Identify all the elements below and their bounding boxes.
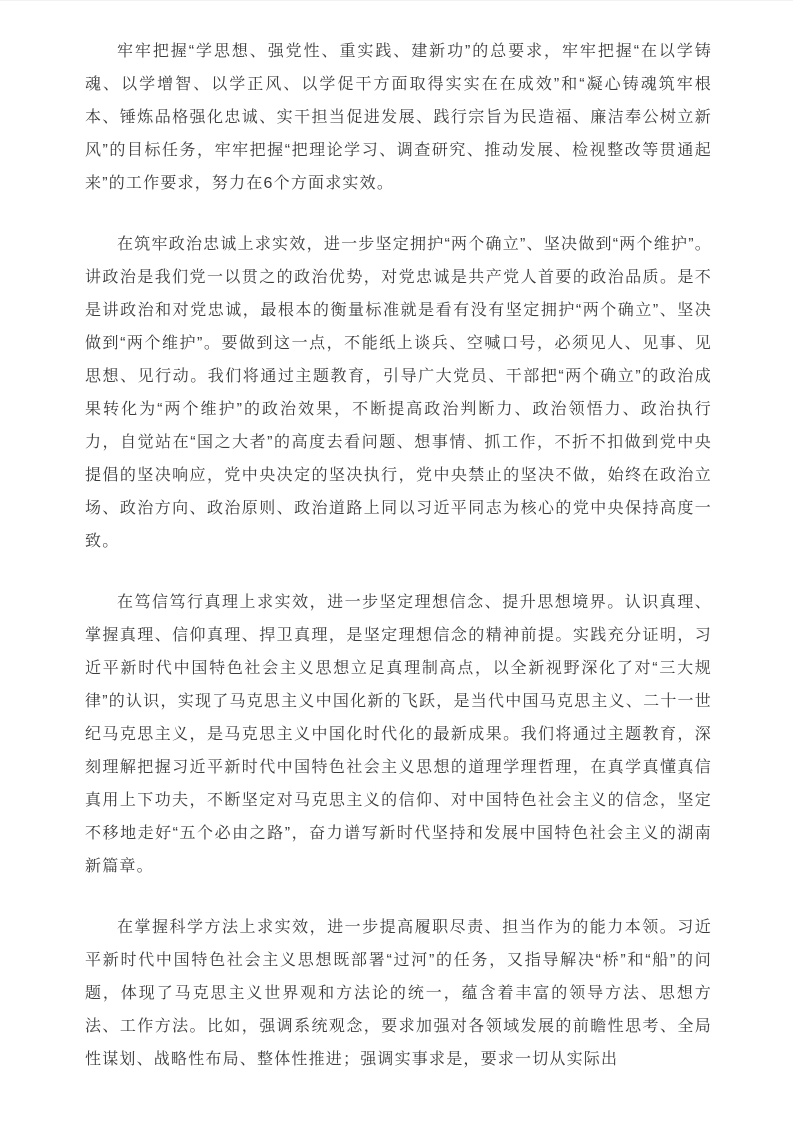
paragraph-overall-requirements: 牢牢把握“学思想、强党性、重实践、建新功”的总要求，牢牢把握“在以学铸魂、以学增智、以学正风、以学促干方面取得实实在在成效”和“凝心铸魂筑牢根本、锤炼品格强化忠诚、实干担当促进发展、践行宗旨为民造福、廉洁奉公树立新风”的目标任务，牢牢把握“把理论学习、调查研究、推动发展、检视整改等贯通起来”的工作要求，努力在6个方面求实效。: [85, 43, 712, 192]
paragraph-scientific-method: 在掌握科学方法上求实效，进一步提高履职尽责、担当作为的能力本领。习近平新时代中国特色社会主义思想既部署“过河”的任务，又指导解决“桥”和“船”的问题，体现了马克思主义世界观和方法论的统一，蕴含着丰富的领导方法、思想方法、工作方法。比如，强调系统观念，要求加强对各领域发展的前瞻性思考、全局性谋划、战略性布局、整体性推进；强调实事求是，要求一切从实际出: [85, 919, 712, 1068]
paragraph-believing-truth: 在笃信笃行真理上求实效，进一步坚定理想信念、提升思想境界。认识真理、掌握真理、信仰真理、捍卫真理，是坚定理想信念的精神前提。实践充分证明，习近平新时代中国特色社会主义思想立足真理制高点，以全新视野深化了对“三大规律”的认识，实现了马克思主义中国化新的飞跃，是当代中国马克思主义、二十一世纪马克思主义，是马克思主义中国化时代化的最新成果。我们将通过主题教育，深刻理解把握习近平新时代中国特色社会主义思想的道理学理哲理，在真学真懂真信真用上下功夫，不断坚定对马克思主义的信仰、对中国特色社会主义的信念，坚定不移地走好“五个必由之路”，奋力谱写新时代坚持和发展中国特色社会主义的湖南新篇章。: [85, 594, 712, 875]
paragraph-political-loyalty: 在筑牢政治忠诚上求实效，进一步坚定拥护“两个确立”、坚决做到“两个维护”。讲政治是我们党一以贯之的政治优势，对党忠诚是共产党人首要的政治品质。是不是讲政治和对党忠诚，最根本的衡量标准就是看有没有坚定拥护“两个确立”、坚决做到“两个维护”。要做到这一点，不能纸上谈兵、空喊口号，必须见人、见事、见思想、见行动。我们将通过主题教育，引导广大党员、干部把“两个确立”的政治成果转化为“两个维护”的政治效果，不断提高政治判断力、政治领悟力、政治执行力，自觉站在“国之大者”的高度去看问题、想事情、抓工作，不折不扣做到党中央提倡的坚决响应，党中央决定的坚决执行，党中央禁止的坚决不做，始终在政治立场、政治方向、政治原则、政治道路上同以习近平同志为核心的党中央保持高度一致。: [85, 236, 712, 550]
